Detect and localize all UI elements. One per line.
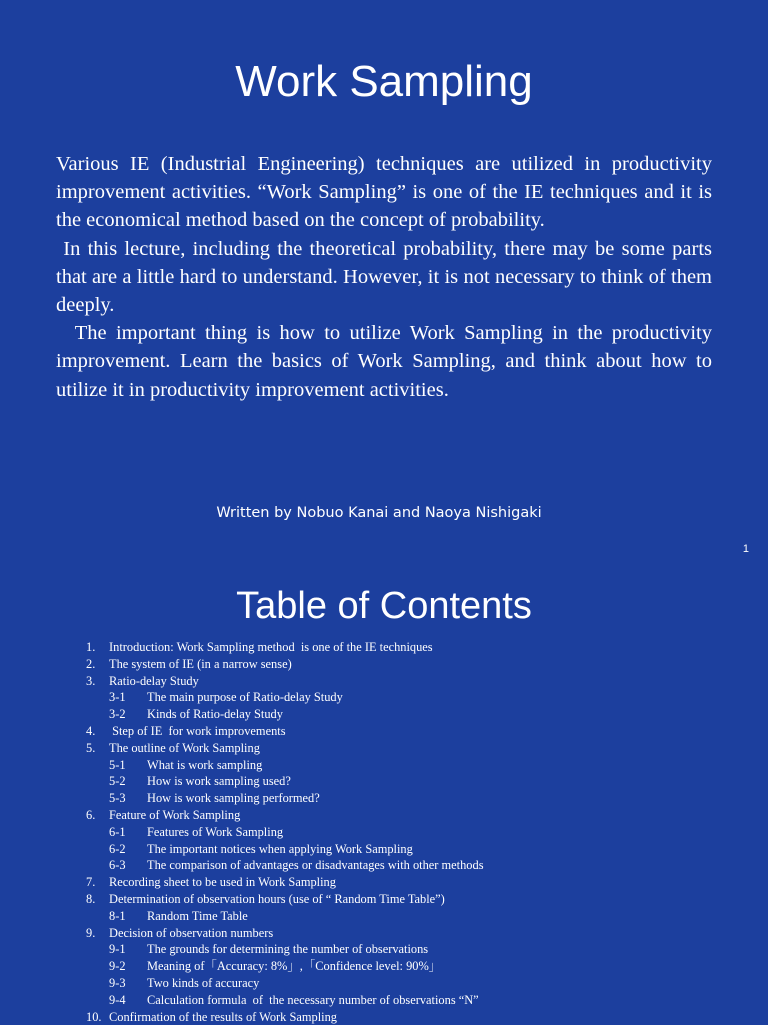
toc-item-text: How is work sampling performed? <box>147 791 320 806</box>
toc-item-number: 9-3 <box>109 975 126 990</box>
toc-item <box>86 958 726 975</box>
toc-item-text: The comparison of advantages or disadvantages with other methods <box>147 858 484 873</box>
intro-text <box>56 150 718 404</box>
toc-item-text: Meaning of「Accuracy: 8%」,「Confidence level: 90%」 <box>147 959 442 974</box>
toc-item-number: 5-1 <box>109 757 126 772</box>
toc-item-text: Features of Work Sampling <box>147 824 284 839</box>
toc-title: Table of Contents <box>236 585 532 627</box>
toc-item <box>86 992 726 1009</box>
toc-item-text: Two kinds of accuracy <box>147 975 260 990</box>
toc-item-text: Determination of observation hours (use of “ Random Time Table”) <box>109 891 445 906</box>
toc-item-number: 9-2 <box>109 959 126 974</box>
toc-item-number: 6-2 <box>109 841 126 856</box>
toc-item <box>86 824 726 841</box>
toc-item <box>86 941 726 958</box>
slide-title: Work Sampling <box>235 57 533 106</box>
toc-item-text: The system of IE (in a narrow sense) <box>109 656 292 671</box>
toc-item-text: The important notices when applying Work Sampling <box>147 841 413 856</box>
toc-item-number: 3. <box>86 673 96 688</box>
paragraph: In this lecture, including the theoretical probability, there may be some parts that are a little hard to understand. However, it is not necessary to think of them deeply. <box>56 237 718 317</box>
toc-item-number: 4. <box>86 723 96 738</box>
toc-item-text: The outline of Work Sampling <box>109 740 260 755</box>
paragraph: Various IE (Industrial Engineering) techniques are utilized in productivity improvement activities. “Work Sampling” is one of the IE techniques and it is the economical method based on the concept of probability. <box>56 153 712 232</box>
toc-item-number: 9. <box>86 925 96 940</box>
toc-item-number: 7. <box>86 875 96 890</box>
toc-item <box>86 673 726 690</box>
toc-item-number: 3-1 <box>109 690 126 705</box>
toc-item <box>86 656 726 673</box>
toc-item-number: 5-3 <box>109 791 126 806</box>
toc-item-text: Confirmation of the results of Work Sampling <box>109 1009 337 1024</box>
toc-item-text: Decision of observation numbers <box>109 925 274 940</box>
toc-item <box>86 740 726 757</box>
toc-item-number: 3-2 <box>109 707 126 722</box>
toc-item-text: Introduction: Work Sampling method is one of the IE techniques <box>109 640 433 654</box>
toc-item-number: 10. <box>86 1009 102 1024</box>
toc-item-number: 5-2 <box>109 774 126 789</box>
toc-item-text: Ratio-delay Study <box>109 673 199 688</box>
author-line: Written by Nobuo Kanai and Naoya Nishigaki <box>216 505 542 521</box>
toc-item-number: 6. <box>86 807 96 822</box>
toc-item-number: 6-1 <box>109 824 126 839</box>
toc-item <box>86 639 726 656</box>
toc-item <box>86 773 726 790</box>
toc-item-number: 9-4 <box>109 992 126 1007</box>
toc-item-text: Feature of Work Sampling <box>109 807 241 822</box>
toc-item <box>86 925 726 942</box>
toc-item-text: How is work sampling used? <box>147 774 291 789</box>
toc-item <box>86 807 726 824</box>
toc-item-number: 9-1 <box>109 942 126 957</box>
page-number: 1 <box>742 543 749 555</box>
toc-item-text: The grounds for determining the number of observations <box>147 942 429 957</box>
toc-item <box>86 841 726 858</box>
toc-item-text: What is work sampling <box>147 757 263 772</box>
toc-list <box>86 639 726 1025</box>
toc-item <box>86 891 726 908</box>
toc-item-number: 8-1 <box>109 908 126 923</box>
toc-item-text: Step of IE for work improvements <box>109 723 286 738</box>
toc-item-number: 2. <box>86 656 96 671</box>
toc-item-text: The main purpose of Ratio-delay Study <box>147 690 343 705</box>
toc-item <box>86 1009 726 1025</box>
toc-item-number: 5. <box>86 740 96 755</box>
toc-item-number: 8. <box>86 891 96 906</box>
toc-item <box>86 790 726 807</box>
toc-item-number: 6-3 <box>109 858 126 873</box>
toc-item-text: Calculation formula of the necessary number of observations “N” <box>147 992 479 1007</box>
toc-item <box>86 874 726 891</box>
toc-item <box>86 723 726 740</box>
toc-item-text: Kinds of Ratio-delay Study <box>147 707 283 722</box>
toc-item <box>86 757 726 774</box>
toc-item <box>86 857 726 874</box>
toc-item <box>86 908 726 925</box>
toc-item-number: 1. <box>86 640 96 654</box>
toc-item <box>86 689 726 706</box>
toc-item-text: Random Time Table <box>147 908 248 923</box>
toc-item-text: Recording sheet to be used in Work Sampling <box>109 875 336 890</box>
toc-item <box>86 975 726 992</box>
paragraph: The important thing is how to utilize Work Sampling in the productivity improvement. Learn the basics of Work Sampling, and think about how to utilize it in productivity improvement activities. <box>56 322 718 401</box>
toc-item <box>86 706 726 723</box>
